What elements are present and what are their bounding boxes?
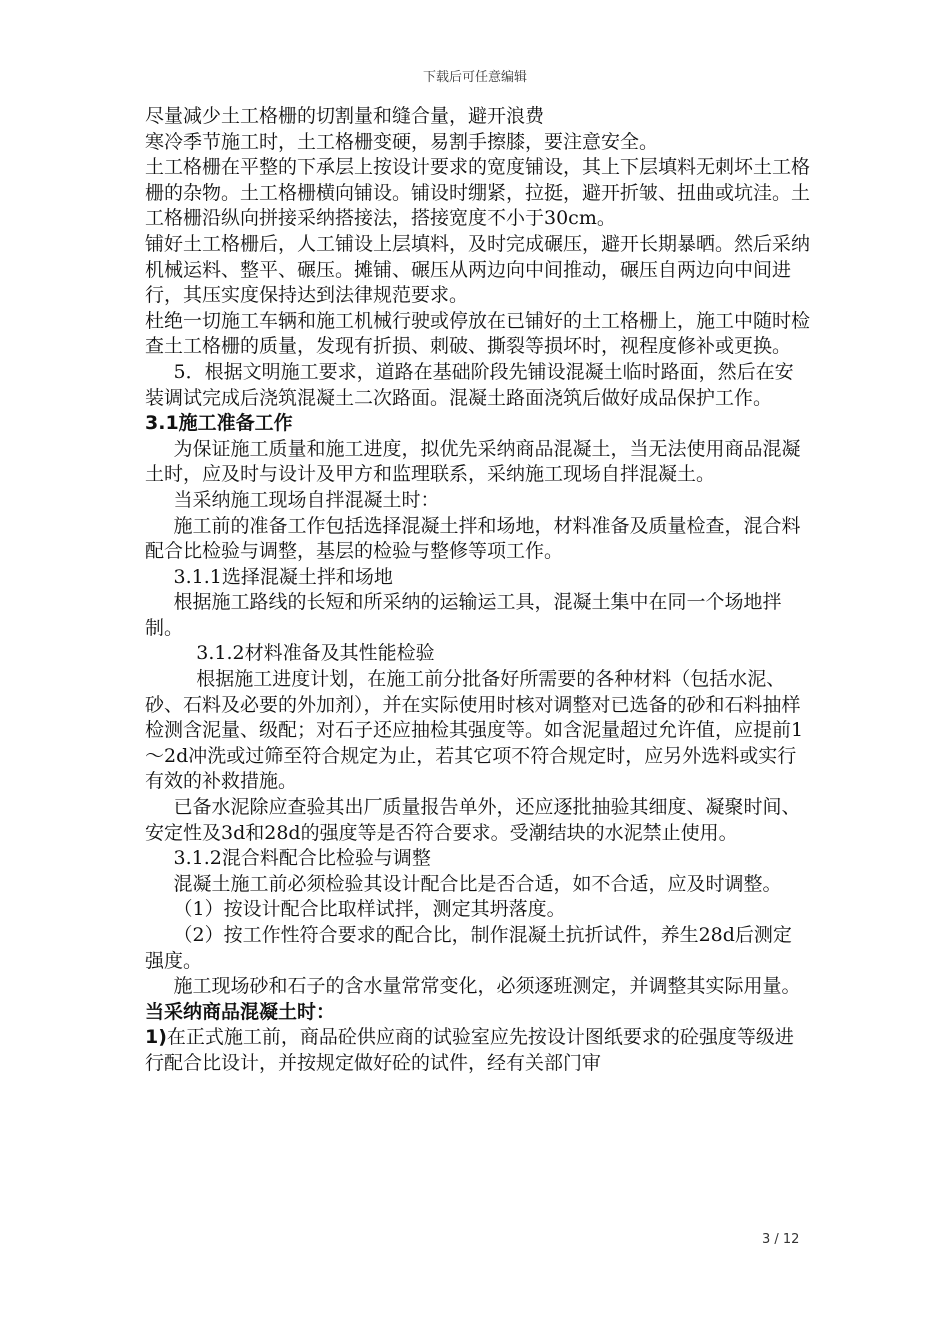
paragraph: 铺好土工格栅后，人工铺设上层填料，及时完成碾压，避开长期暴晒。然后采纳机械运料、整平、碾压。摊铺、碾压从两边向中间推动，碾压自两边向中间进行，其压实度保持达到法律规范要求。 [145, 232, 811, 307]
section-heading: 3.1施工准备工作 [145, 412, 293, 435]
paragraph: 混凝土施工前必须检验其设计配合比是否合适，如不合适，应及时调整。 [173, 872, 782, 895]
subsection-heading: 3.1.2混合料配合比检验与调整 [173, 847, 431, 870]
page-header: 下载后可任意编辑 [422, 70, 527, 85]
document-body [145, 104, 810, 1077]
paragraph: 施工前的准备工作包括选择混凝土拌和场地，材料准备及质量检查，混合料配合比检验与调整，基层的检验与整修等项工作。 [145, 514, 801, 563]
paragraph: 施工现场砂和石子的含水量常常变化，必须逐班测定，并调整其实际用量。 [173, 975, 801, 998]
paragraph: 寒冷季节施工时，土工格栅变硬，易割手擦膝，要注意安全。 [145, 130, 659, 153]
paragraph: 根据施工进度计划，在施工前分批备好所需要的各种材料（包括水泥、砂、石料及必要的外加剂），并在实际使用时核对调整对已选备的砂和石料抽样检测含泥量、级配；对石子还应抽检其强度等。如含泥量超过允许值，应提前1～2d冲洗或过筛至符合规定为止，若其它项不符合规定时，应另外选料或实行有效的补救措施。 [145, 668, 804, 793]
paragraph: 根据施工路线的长短和所采纳的运输运工具，混凝土集中在同一个场地拌制。 [145, 591, 782, 639]
list-item: （2）按工作性符合要求的配合比，制作混凝土抗折试件，养生28d后测定强度。 [145, 924, 792, 972]
paragraph: 土工格栅在平整的下承层上按设计要求的宽度铺设，其上下层填料无刺坏土工格栅的杂物。土工格栅横向铺设。铺设时绷紧，拉挺，避开折皱、扭曲或坑洼。土工格栅沿纵向拼接采纳搭接法，搭接宽度不小于30cm。 [145, 156, 811, 230]
page-number: 3 / 12 [762, 1232, 800, 1247]
section-heading: 当采纳商品混凝土时： [145, 1000, 336, 1023]
subsection-heading: 3.1.1选择混凝土拌和场地 [173, 565, 393, 588]
paragraph: 杜绝一切施工车辆和施工机械行驶或停放在已铺好的土工格栅上，施工中随时检查土工格栅的质量，发现有折损、刺破、撕裂等损坏时，视程度修补或更换。 [145, 309, 811, 358]
paragraph: 当采纳施工现场自拌混凝土时： [173, 488, 440, 511]
paragraph [145, 1025, 810, 1076]
list-number: 1) [145, 1026, 167, 1049]
paragraph: 5．根据文明施工要求，道路在基础阶段先铺设混凝土临时路面，然后在安装调试完成后浇筑混凝土二次路面。混凝土路面浇筑后做好成品保护工作。 [145, 360, 794, 409]
paragraph: 尽量减少土工格栅的切割量和缝合量，避开浪费 [145, 105, 545, 127]
list-item: （1）按设计配合比取样试拌，测定其坍落度。 [173, 898, 566, 921]
paragraph-text: 在正式施工前，商品砼供应商的试验室应先按设计图纸要求的砼强度等级进行配合比设计，并按规定做好砼的试件，经有关部门审 [145, 1026, 794, 1074]
paragraph: 已备水泥除应查验其出厂质量报告单外，还应逐批抽验其细度、凝聚时间、安定性及3d和28d的强度等是否符合要求。受潮结块的水泥禁止使用。 [145, 796, 801, 844]
paragraph: 为保证施工质量和施工进度，拟优先采纳商品混凝土，当无法使用商品混凝土时，应及时与设计及甲方和监理联系，采纳施工现场自拌混凝土。 [145, 437, 801, 486]
subsection-heading: 3.1.2材料准备及其性能检验 [196, 642, 435, 665]
